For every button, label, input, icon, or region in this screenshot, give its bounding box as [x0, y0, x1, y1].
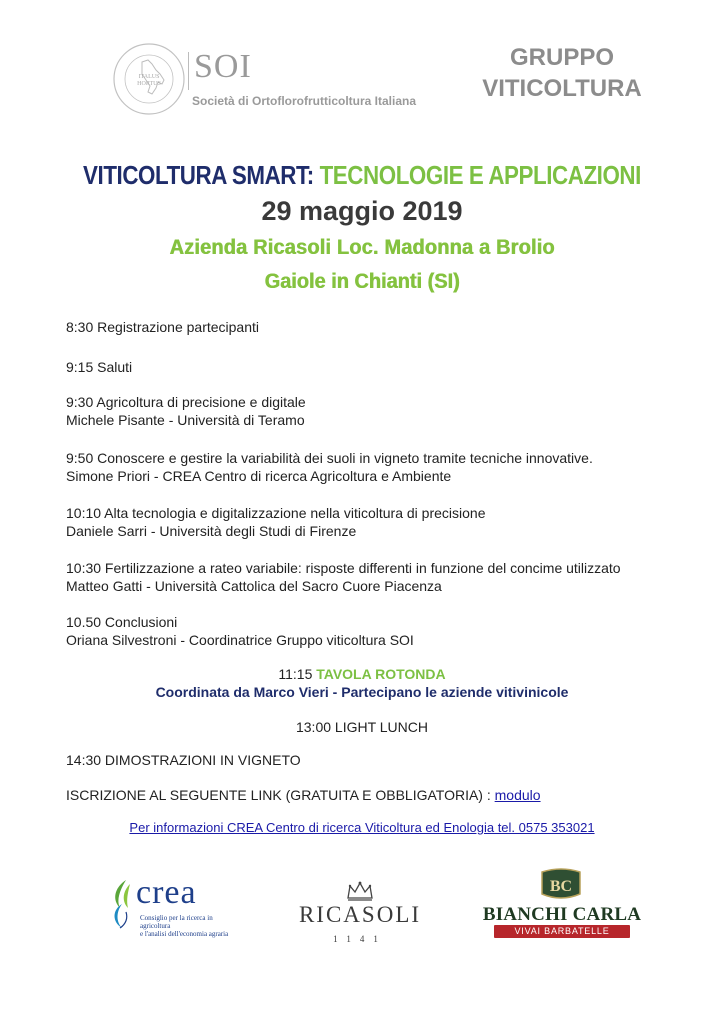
program-item-speaker: Michele Pisante - Università di Teramo: [66, 412, 305, 428]
soi-name: Società di Ortoflorofrutticoltura Italiana: [192, 94, 417, 108]
program-item-title: 9:50 Conoscere e gestire la variabilità dei suoli in vigneto tramite tecniche innovative.: [66, 450, 593, 466]
program-item-title: 9:15 Saluti: [66, 359, 133, 375]
tavola-rotonda: [0, 666, 724, 682]
program-item: [66, 613, 414, 649]
event-title-part-2: TECNOLOGIE E APPLICAZIONI: [319, 160, 641, 190]
program-item-title: 8:30 Registrazione partecipanti: [66, 319, 260, 335]
iscrizione: [66, 787, 541, 803]
event-venue-line-1: Azienda Ricasoli Loc. Madonna a Brolio: [169, 236, 555, 259]
soi-seal-icon: [112, 42, 186, 116]
event-venue-line-2: Gaiole in Chianti (SI): [264, 270, 460, 293]
program-item-speaker: Matteo Gatti - Università Cattolica del Sacro Cuore Piacenza: [66, 578, 442, 594]
program-item-title: 9:30 Agricoltura di precisione e digitale: [66, 394, 306, 410]
bianchi-wordmark: BIANCHI CARLA: [482, 904, 642, 925]
bianchi-carla-logo: [472, 868, 652, 944]
program-item: [66, 559, 621, 595]
light-lunch: 13:00 LIGHT LUNCH: [295, 719, 428, 735]
info-link[interactable]: Per informazioni CREA Centro di ricerca Viticoltura ed Enologia tel. 0575 353021: [129, 820, 595, 835]
dimostrazioni: 14:30 DIMOSTRAZIONI IN VIGNETO: [66, 752, 301, 768]
iscrizione-text: ISCRIZIONE AL SEGUENTE LINK (GRATUITA E OBBLIGATORIA) :: [66, 787, 495, 803]
gruppo-viticoltura: [472, 42, 652, 104]
event-date: 29 maggio 2019: [261, 196, 463, 226]
ricasoli-year: 1141: [333, 934, 387, 944]
program-item: [66, 318, 259, 336]
program-item-title: 10:30 Fertilizzazione a rateo variabile: risposte differenti in funzione del concime utilizzato: [66, 560, 621, 576]
soi-mark: SOI: [194, 48, 252, 85]
program-item: [66, 504, 485, 540]
ricasoli-wordmark: RICASOLI: [298, 902, 422, 927]
tavola-time: 11:15: [278, 666, 317, 682]
bc-badge-icon: [538, 868, 584, 902]
event-title: [51, 160, 674, 191]
soi-logo: [112, 42, 417, 118]
program-item-speaker: Simone Priori - CREA Centro di ricerca Agricoltura e Ambiente: [66, 468, 452, 484]
crea-subtitle: [140, 914, 236, 938]
program-item-speaker: Daniele Sarri - Università degli Studi di Firenze: [66, 523, 357, 539]
crea-logo: [106, 870, 236, 940]
crea-subtitle-line-1: Consiglio per la ricerca in agricoltura: [140, 914, 213, 930]
program-item-title: 10:10 Alta tecnologia e digitalizzazione nella viticoltura di precisione: [66, 505, 486, 521]
crown-icon: [345, 880, 375, 902]
event-title-part-1: VITICOLTURA SMART:: [83, 160, 320, 190]
ricasoli-logo: [290, 880, 430, 946]
program-item: [66, 393, 306, 429]
crea-leaf-icon: [106, 878, 138, 930]
program-item: [66, 358, 132, 376]
program-item-speaker: Oriana Silvestroni - Coordinatrice Gruppo viticoltura SOI: [66, 632, 414, 648]
program-item-title: 10.50 Conclusioni: [66, 614, 178, 630]
gruppo-line-2: VITICOLTURA: [482, 75, 642, 102]
bc-monogram: BC: [549, 878, 573, 895]
svg-text:HORTUS: HORTUS: [137, 81, 161, 87]
program-item: [66, 449, 593, 485]
soi-divider: [188, 52, 189, 90]
svg-text:ITALUS: ITALUS: [138, 74, 160, 80]
tavola-coordinata: Coordinata da Marco Vieri - Partecipano le aziende vitivinicole: [155, 684, 569, 700]
crea-subtitle-line-2: e l'analisi dell'economia agraria: [140, 930, 229, 938]
info-line: [0, 819, 724, 835]
crea-wordmark: crea: [136, 874, 197, 911]
bianchi-subtitle: VIVAI BARBATELLE: [494, 925, 630, 938]
modulo-link[interactable]: modulo: [494, 787, 541, 803]
gruppo-line-1: GRUPPO: [509, 44, 614, 71]
tavola-label: TAVOLA ROTONDA: [316, 666, 446, 682]
